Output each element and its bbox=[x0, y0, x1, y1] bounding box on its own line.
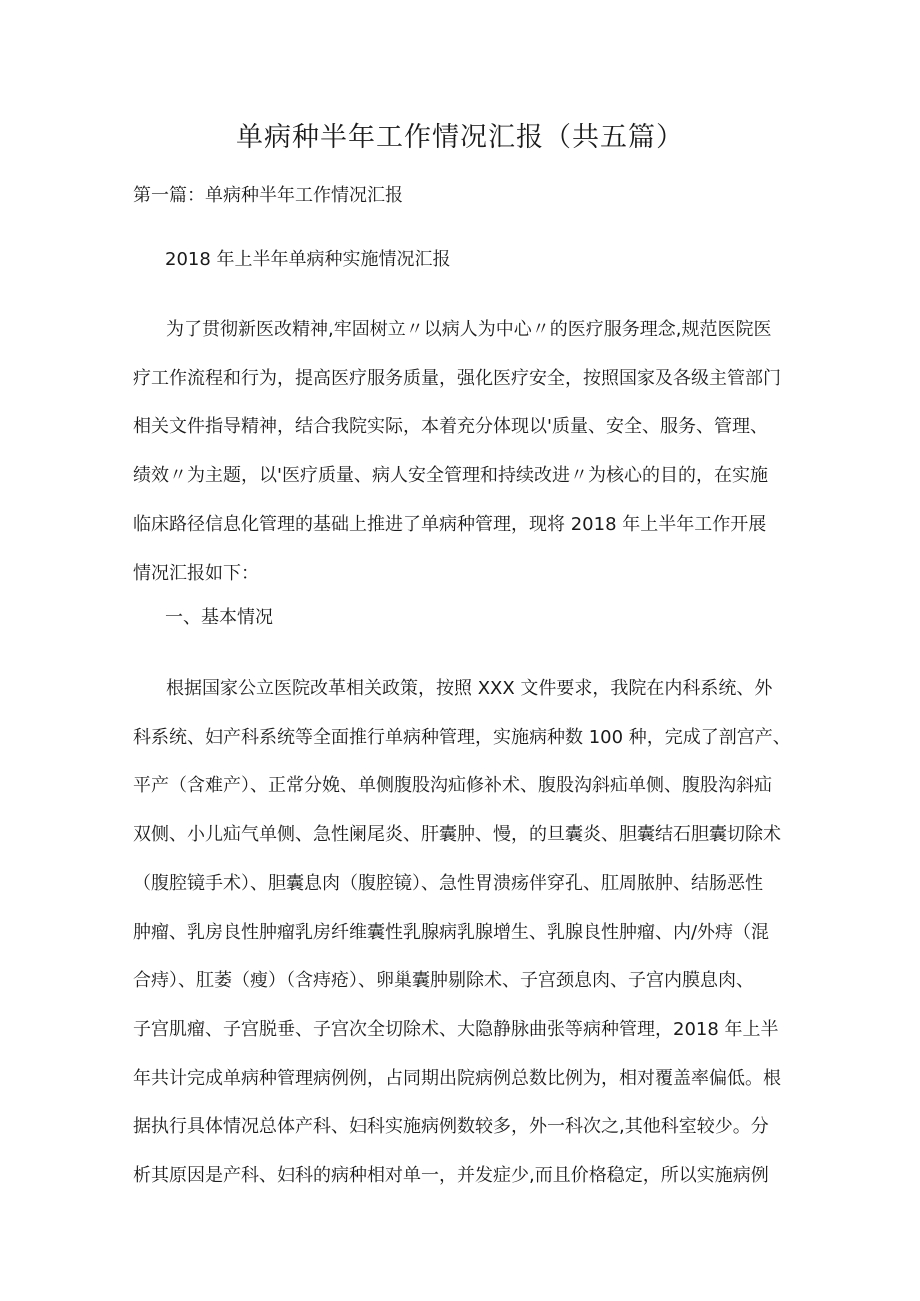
intro-line: 疗工作流程和行为，提高医疗服务质量，强化医疗安全，按照国家及各级主管部门 bbox=[133, 367, 781, 389]
intro-line: 为了贯彻新医改精神,牢固树立〃以病人为中心〃的医疗服务理念,规范医院医 bbox=[166, 319, 772, 340]
body-line: （腹腔镜手术）、胆囊息肉（腹腔镜）、急性胃溃疡伴穿孔、肛周脓肿、结肠恶性 bbox=[133, 872, 763, 894]
intro-line: 情况汇报如下： bbox=[133, 562, 259, 584]
body-line: 年共计完成单病种管理病例例，占同期出院病例总数比例为，相对覆盖率偏低。根 bbox=[133, 1067, 781, 1089]
body-line: 合痔）、肛萎（瘦）（含痔疮）、卵巢囊肿剔除术、子宫颈息肉、子宫内膜息肉、 bbox=[133, 970, 754, 992]
intro-line: 相关文件指导精神，结合我院实际，本着充分体现以'质量、安全、服务、管理、 bbox=[133, 416, 768, 438]
body-line: 据执行具体情况总体产科、妇科实施病例数较多，外一科次之,其他科室较少。分 bbox=[133, 1116, 769, 1138]
body-line: 科系统、妇产科系统等全面推行单病种管理，实施病种数 100 种，完成了剖宫产、 bbox=[133, 726, 791, 748]
body-line: 析其原因是产科、妇科的病种相对单一，并发症少,而且价格稳定，所以实施病例 bbox=[133, 1165, 769, 1187]
body-line: 双侧、小儿疝气单侧、急性阑尾炎、肝囊肿、慢，的旦囊炎、胆囊结石胆囊切除术 bbox=[133, 824, 781, 846]
body-line: 平产（含难产）、正常分娩、单侧腹股沟疝修补术、腹股沟斜疝单侧、腹股沟斜疝 bbox=[133, 775, 772, 797]
intro-paragraph bbox=[133, 306, 798, 598]
intro-line: 临床路径信息化管理的基础上推进了单病种管理，现将 2018 年上半年工作开展 bbox=[133, 513, 767, 535]
body-line: 根据国家公立医院改革相关政策，按照 XXX 文件要求，我院在内科系统、外 bbox=[166, 678, 773, 699]
intro-line: 绩效〃为主题，以'医疗质量、病人安全管理和持续改进〃为核心的目的，在实施 bbox=[133, 465, 768, 487]
basic-situation-paragraph bbox=[133, 665, 798, 1201]
body-line: 肿瘤、乳房良性肿瘤乳房纤维囊性乳腺病乳腺增生、乳腺良性肿瘤、内/外痔（混 bbox=[133, 921, 770, 943]
section-heading: 一、基本情况 bbox=[165, 607, 273, 628]
document-title: 单病种半年工作情况汇报（共五篇） bbox=[236, 122, 684, 153]
report-subtitle: 2018 年上半年单病种实施情况汇报 bbox=[165, 249, 451, 270]
chapter-heading: 第一篇：单病种半年工作情况汇报 bbox=[133, 185, 403, 206]
body-line: 子宫肌瘤、子宫脱垂、子宫次全切除术、大隐静脉曲张等病种管理，2018 年上半 bbox=[133, 1018, 779, 1040]
